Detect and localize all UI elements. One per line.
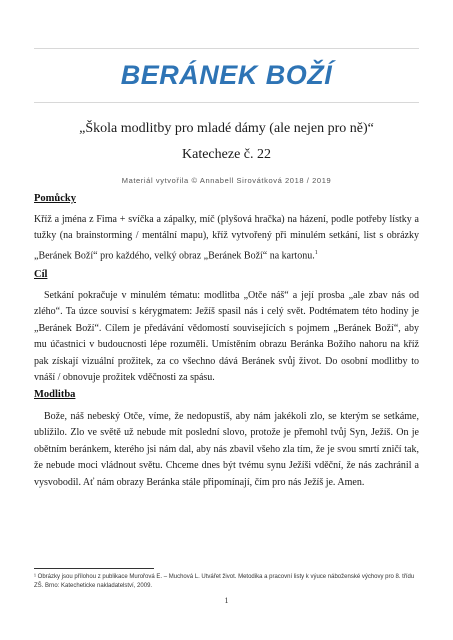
section-text-modlitba: Bože, náš nebeský Otče, víme, že nedopustíš, aby nám jakékoli zlo, se kterým se setkáme, ublížilo. Zlo ve světě už nebude mít poslední slovo, protože je přemohl tvůj Syn, Ježíš. On je obětním beránkem, kterého jsi nám dal, aby nás zbavil všeho zla tím, že je svou smrtí zničí tak, že nebude moci vládnout světu. Chceme dnes být tvému synu Ježíši vděční, že nás zachránil a vysvobodil. Ať nám obrazy Beránka stále připomínají, čím pro nás Ježíš je. Amen. xyxy=(34,411,419,488)
section-heading-pomucky: Pomůcky xyxy=(34,193,76,204)
author-credit: Materiál vytvořila © Annabell Sirovátková 2018 / 2019 xyxy=(121,176,332,185)
section-body: Kříž a jména z Fima + svíčka a zápalky, míč (plyšová hračka) na házení, podle potřeby lístky a tužky (na brainstorming / mentální mapu), kříž vytvořený při minulém setkání, list s obrázky „Beránek Boží“ pro každého, velký obraz „Beránek Boží“ na kartonu. xyxy=(34,214,419,262)
section-heading-cil: Cíl xyxy=(34,269,48,280)
lesson-number: Katecheze č. 22 xyxy=(182,147,271,162)
footnote-text: ¹ Obrázky jsou přílohou z publikace Murořová E. – Muchová L. Utvářet život. Metodika a pracovní listy k výuce náboženské výchovy pro 8. třídu ZŠ. Brno: Katecheticke nakladatelství, 2009. xyxy=(34,574,415,589)
footnote-reference: 1 xyxy=(314,249,318,256)
section-text-pomucky xyxy=(34,212,419,265)
title-divider xyxy=(34,102,419,103)
document-title: BERÁNEK BOŽÍ xyxy=(120,60,333,90)
document-subtitle: „Škola modlitby pro mladé dámy (ale nejen pro ně)“ xyxy=(79,121,374,136)
section-text-cil: Setkání pokračuje v minulém tématu: modlitba „Otče náš“ a její prosba „ale zbav nás od zlého“. Ta úzce souvisí s kérygmatem: Ježíš spasil nás i celý svět. Podtématem této hodiny je „Beránek Boží“. Cílem je předávání vědomostí souvisejících s pojmem „Beránek Boží“, aby mu účastnici v budoucnosti lépe rozuměli. Umístěním obrazu Beránka Božího nahoru na kříž pak získají vizuální prožitek, za co všechno dává Beránek svůj život. Do osobní modlitby to vnáší / obnovuje prožitek vděčnosti za spásu. xyxy=(34,290,419,384)
header-divider xyxy=(34,48,419,49)
page-number: 1 xyxy=(224,596,229,605)
footnote-divider xyxy=(34,568,154,569)
section-heading-modlitba: Modlitba xyxy=(34,389,76,400)
